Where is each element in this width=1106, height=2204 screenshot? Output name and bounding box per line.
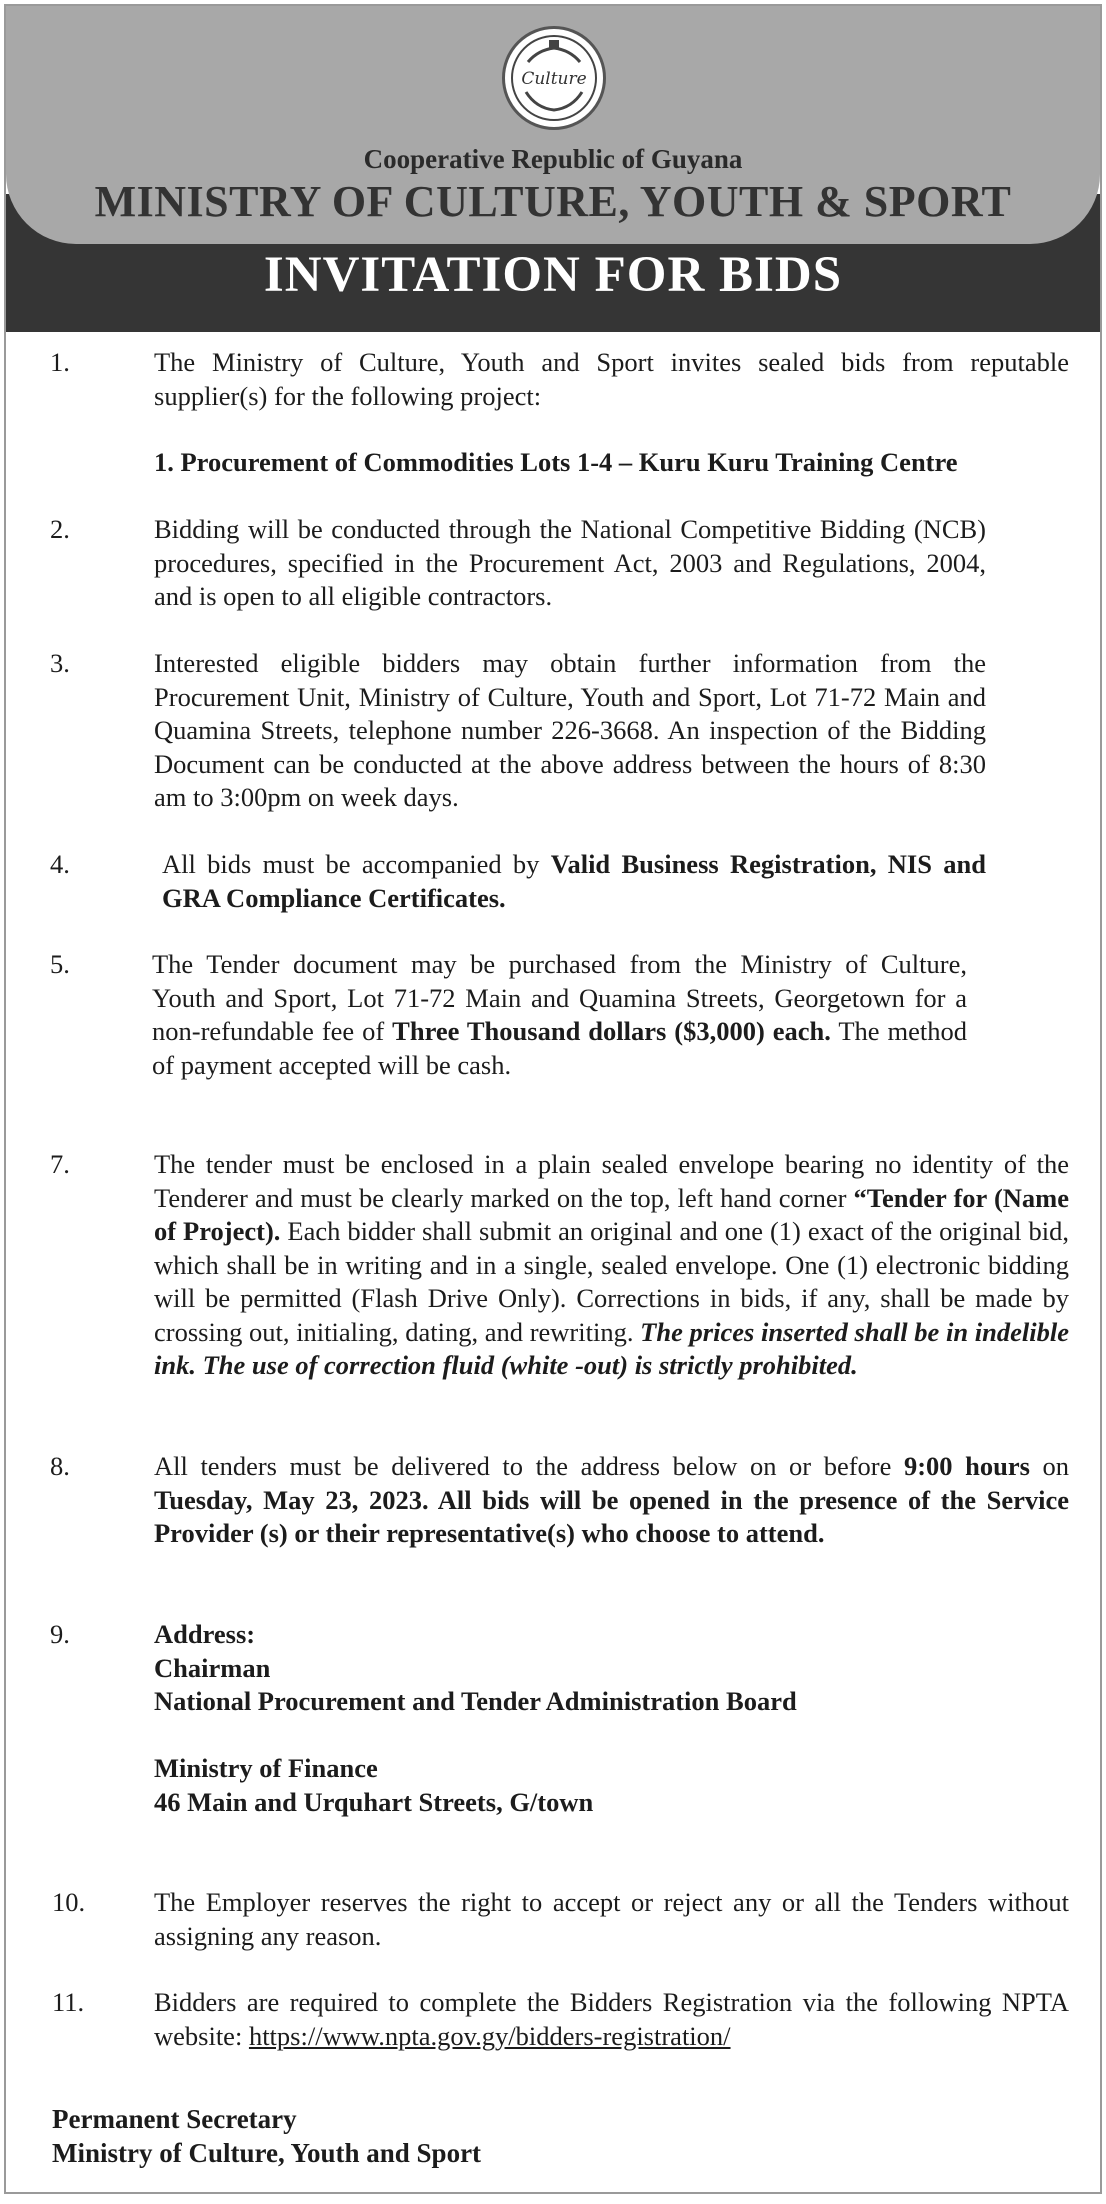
item-text: All bids must be accompanied by Valid Business Registration, NIS and GRA Compliance Certificates. xyxy=(162,849,987,913)
logo-emblem-icon xyxy=(508,32,600,124)
item-text: Bidders are required to complete the Bidders Registration via the following NPTA website: https://www.npta.gov.gy/bidders-registration/ xyxy=(154,1987,1069,2051)
tender-notice xyxy=(4,4,1102,2194)
item-text: Bidding will be conducted through the National Competitive Bidding (NCB) procedures, specified in the Procurement Act, 2003 and Regulations, 2004, and is open to all eligible contractors. xyxy=(154,514,986,611)
item-number: 8. xyxy=(50,1451,70,1481)
signatory-title: Permanent Secretary xyxy=(52,2104,297,2134)
country-name: Cooperative Republic of Guyana xyxy=(363,144,743,174)
item-number: 4. xyxy=(50,849,70,879)
item-number: 3. xyxy=(50,648,70,678)
header-banner xyxy=(6,6,1100,332)
address-line: National Procurement and Tender Administration Board xyxy=(154,1686,797,1716)
item-number: 2. xyxy=(50,514,70,544)
address-line: Chairman xyxy=(154,1652,271,1683)
item-7 xyxy=(6,1148,1100,1383)
item-text: Interested eligible bidders may obtain further information from the Procurement Unit, Ministry of Culture, Youth and Sport, Lot 71-72 Main and Quamina Streets, telephone number 226-3668. An inspection of the Bidding Document can be conducted at the above address between the hours of 8:30 am to 3:00pm on week days. xyxy=(154,648,986,812)
page-title: INVITATION FOR BIDS xyxy=(263,247,843,303)
item-3 xyxy=(6,647,1100,815)
item-text: All tenders must be delivered to the address below on or before 9:00 hours on Tuesday, May 23, 2023. All bids will be opened in the presence of the Service Provider (s) or their representative(s) who choose to attend. xyxy=(154,1451,1070,1548)
address-label: Address: xyxy=(154,1619,256,1649)
item-text: The Tender document may be purchased from the Ministry of Culture, Youth and Sport, Lot 71-72 Main and Quamina Streets, Georgetown for a non-refundable fee of Three Thousand dollars ($3,000) each. The method of payment accepted will be cash. xyxy=(152,949,967,1080)
item-number: 9. xyxy=(50,1619,70,1649)
item-9 xyxy=(6,1618,1100,1819)
item-8 xyxy=(6,1450,1100,1551)
item-1 xyxy=(6,346,1100,480)
address-line: 46 Main and Urquhart Streets, G/town xyxy=(154,1786,594,1817)
item-number: 10. xyxy=(52,1887,86,1917)
signatory-org: Ministry of Culture, Youth and Sport xyxy=(52,2138,482,2168)
item-number: 1. xyxy=(50,347,70,377)
item-number: 5. xyxy=(50,949,70,979)
item-number: 11. xyxy=(52,1987,85,2017)
item-5 xyxy=(6,948,1100,1082)
item-11 xyxy=(6,1986,1100,2053)
item-2 xyxy=(6,513,1100,614)
ministry-name: MINISTRY OF CULTURE, YOUTH & SPORT xyxy=(94,177,1012,226)
ministry-logo xyxy=(502,26,606,130)
item-text: The Ministry of Culture, Youth and Sport invites sealed bids from reputable supplier(s) for the following project: xyxy=(154,347,1069,411)
item-10 xyxy=(6,1886,1100,1953)
item-number: 7. xyxy=(50,1149,70,1179)
registration-link[interactable]: https://www.npta.gov.gy/bidders-registration/ xyxy=(248,2020,731,2051)
logo-text: Culture xyxy=(521,69,587,89)
address-line: Ministry of Finance xyxy=(154,1753,378,1783)
project-name: 1. Procurement of Commodities Lots 1-4 – Kuru Kuru Training Centre xyxy=(154,447,958,477)
address-block xyxy=(154,1618,1069,1819)
item-text: The Employer reserves the right to accept or reject any or all the Tenders without assigning any reason. xyxy=(154,1887,1069,1951)
signature-block xyxy=(52,2102,481,2170)
item-text: The tender must be enclosed in a plain sealed envelope bearing no identity of the Tenderer and must be clearly marked on the top, left hand corner “Tender for (Name of Project). Each bidder shall submit an original and one (1) exact of the original bid, which shall be in writing and in a single, sealed envelope. One (1) electronic bidding will be permitted (Flash Drive Only). Corrections in bids, if any, shall be made by crossing out, initialing, dating, and rewriting. The prices inserted shall be in indelible ink. The use of correction fluid (white -out) is strictly prohibited. xyxy=(154,1149,1070,1380)
item-4 xyxy=(6,848,1100,915)
